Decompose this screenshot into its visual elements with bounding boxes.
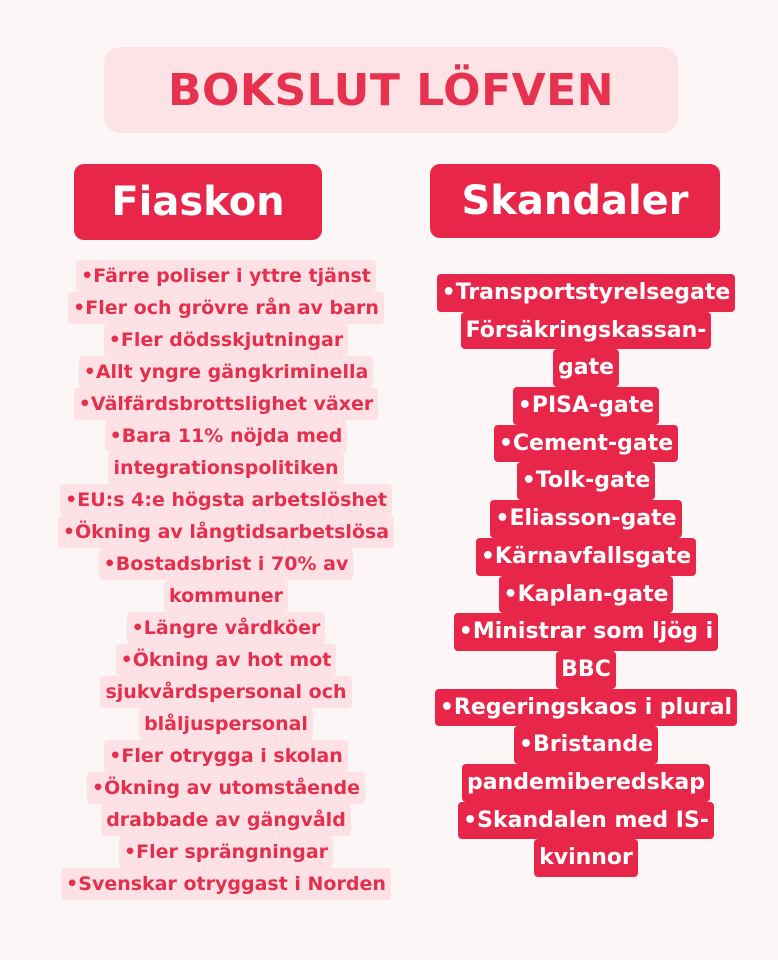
fiaskon-line: •Färre poliser i yttre tjänst	[76, 260, 376, 292]
page-title: BOKSLUT LÖFVEN	[167, 64, 615, 116]
skandaler-line: •Regeringskaos i plural	[435, 689, 737, 727]
skandaler-header: Skandaler	[430, 164, 720, 238]
fiaskon-line: •Ökning av långtidsarbetslösa	[58, 516, 394, 548]
fiaskon-line: •Längre vårdköer	[127, 612, 326, 644]
fiaskon-line: blåljuspersonal	[139, 708, 313, 740]
fiaskon-line: •Ökning av utomstående	[87, 772, 365, 804]
skandaler-line: BBC	[556, 651, 616, 689]
skandaler-line: gate	[553, 349, 619, 387]
skandaler-line: •Tolk-gate	[517, 462, 656, 500]
fiaskon-line: •Fler sprängningar	[119, 836, 333, 868]
fiaskon-line: integrationspolitiken	[108, 452, 343, 484]
fiaskon-line: sjukvårdspersonal och	[100, 676, 351, 708]
fiaskon-line: •Ökning av hot mot	[116, 644, 337, 676]
fiaskon-header: Fiaskon	[74, 164, 322, 240]
fiaskon-line: •Fler otrygga i skolan	[104, 740, 348, 772]
fiaskon-line: kommuner	[164, 580, 288, 612]
skandaler-line: •Kärnavfallsgate	[476, 538, 696, 576]
skandaler-line: pandemiberedskap	[462, 764, 710, 802]
fiaskon-line: •Bara 11% nöjda med	[105, 420, 348, 452]
fiaskon-line: drabbade av gängvåld	[101, 804, 351, 836]
skandaler-line: •Bristande	[514, 726, 658, 764]
skandaler-line: •Cement-gate	[494, 425, 678, 463]
fiaskon-line: •Fler dödsskjutningar	[104, 324, 349, 356]
fiaskon-list	[26, 260, 426, 900]
skandaler-line: kvinnor	[534, 839, 638, 877]
fiaskon-line: •Välfärdsbrottslighet växer	[74, 388, 378, 420]
fiaskon-line: •Fler och grövre rån av barn	[68, 292, 384, 324]
skandaler-list	[410, 274, 762, 877]
skandaler-line: Försäkringskassan-	[461, 312, 712, 350]
fiaskon-line: •Bostadsbrist i 70% av	[99, 548, 354, 580]
skandaler-line: •Skandalen med IS-	[458, 802, 714, 840]
fiaskon-line: •Allt yngre gängkriminella	[79, 356, 374, 388]
skandaler-line: •Kaplan-gate	[499, 576, 674, 614]
title-banner	[104, 47, 678, 133]
skandaler-line: •Transportstyrelsegate	[437, 274, 736, 312]
skandaler-line: •PISA-gate	[513, 387, 659, 425]
fiaskon-line: •Svenskar otryggast i Norden	[61, 868, 391, 900]
skandaler-line: •Ministrar som ljög i	[454, 613, 718, 651]
skandaler-line: •Eliasson-gate	[490, 500, 681, 538]
fiaskon-line: •EU:s 4:e högsta arbetslöshet	[60, 484, 392, 516]
